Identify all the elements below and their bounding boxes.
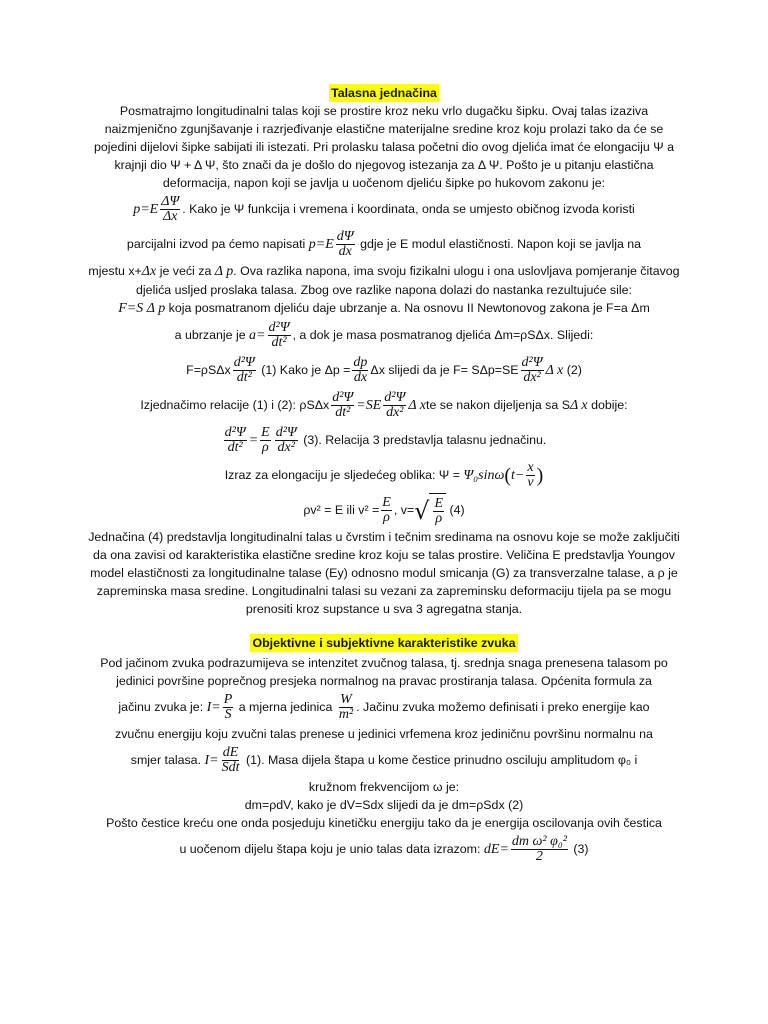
numerator: W: [340, 692, 352, 708]
formula-dx: Δx: [141, 264, 157, 279]
section-heading-sound-characteristics: Objektivne i subjektivne karakteristike zvuka: [252, 636, 516, 651]
text-segment: dobije:: [591, 398, 628, 412]
numerator: ΔΨ: [161, 194, 180, 210]
text-segment: te se nakon dijeljenja sa S: [426, 398, 570, 412]
line-frequency: kružnom frekvencijom ω je:: [308, 780, 460, 795]
denominator: dt²: [335, 405, 351, 421]
numerator: dp: [353, 355, 368, 371]
denominator: dt²: [227, 440, 243, 456]
formula-dx: Δ x: [569, 398, 588, 413]
formula-p: p=E: [133, 202, 159, 217]
line-intensity-formula: [84, 690, 684, 725]
text-segment: gdje je E modul elastičnosti. Napon koji se javlja na: [360, 237, 642, 251]
paragraph-equation-4: Jednačina (4) predstavlja longitudinalni talas u čvrstim i tečnim sredinama na osnovu koje se može zaključiti da ona zavisi od karakteristika elastične sredine kroz koju se talas prostire. Veličina E predstavlja Youngov model elastičnosti za longitudinalne talase (Ey) odnosno modul smicanja (G) za transverzalne talase, a ρ je zapreminska masa sredine. Longitudinalni talasi su vezani za zapreminsku deformaciju tijela pa se mogu prenositi kroz supstance u sva 3 agregatna stanja.: [88, 530, 680, 617]
formula-equals: =: [248, 433, 259, 448]
fraction-e-rho: [433, 497, 444, 526]
denominator: S: [224, 707, 232, 723]
fraction-x-v: [526, 461, 534, 490]
line-force: [84, 299, 684, 318]
text-segment: smjer talasa.: [130, 753, 202, 768]
denominator: dt²: [236, 370, 252, 386]
fraction-d2psi-dx2: [275, 426, 298, 455]
numerator: d²Ψ: [233, 355, 255, 371]
formula-de: dE=: [483, 842, 509, 858]
numerator: dE: [222, 745, 239, 761]
text-segment: u uočenom dijelu štapa koju je unio talas data izrazom:: [179, 842, 481, 857]
numerator: d²Ψ: [224, 425, 246, 441]
denominator: v: [527, 475, 534, 491]
text-segment: , v=: [393, 503, 415, 517]
heading-wrap-1: [84, 84, 684, 102]
line-mass: dm=ρdV, kako je dV=Sdx slijedi da je dm=ρSdx (2): [244, 798, 524, 813]
formula-i: I=: [204, 753, 219, 769]
denominator: dt²: [271, 335, 287, 351]
formula-i: I=: [206, 700, 221, 716]
numerator: d²Ψ: [384, 390, 406, 406]
denominator: Δx: [163, 209, 178, 225]
denominator: ρ: [383, 510, 390, 526]
formula-t: t−: [511, 468, 525, 483]
fraction-dp-dx: [352, 356, 368, 385]
formula-se: =SE: [356, 398, 382, 413]
fraction-d2psi-dx2: [383, 391, 406, 420]
text-segment: F=ρSΔx: [186, 363, 231, 377]
paren-close: ): [536, 464, 544, 487]
formula-dx: Δ x: [408, 398, 426, 413]
denominator: Sdt: [221, 760, 240, 776]
heading-wrap-2: [84, 634, 684, 654]
line-hooke-law: [84, 192, 684, 227]
paragraph-stress-difference: [84, 262, 684, 299]
denominator: dx²: [277, 440, 295, 456]
formula-sin: sinω: [478, 468, 505, 483]
fraction-unit: [338, 693, 354, 722]
line-energy: zvučnu energiju koju zvučni talas prenese u jedinici vrfemena kroz jediničnu površinu normalnu na: [115, 727, 653, 742]
line-elongation: [84, 458, 684, 493]
formula-psi0: Ψ₀: [463, 468, 479, 483]
fraction-energy: [511, 835, 568, 864]
denominator: dx: [353, 370, 368, 386]
formula-dx: Δ x: [545, 363, 564, 378]
section-heading-wave-equation: Talasna jednačina: [331, 86, 437, 100]
text-segment: parcijalni izvod pa ćemo napisati: [126, 237, 306, 251]
text-segment: (2): [566, 363, 582, 377]
numerator: dΨ: [336, 229, 354, 245]
square-root: [414, 493, 446, 528]
paragraph-intro: Posmatrajmo longitudinalni talas koji se prostire kroz neku vrlo dugačku šipku. Ovaj talas izaziva naizmjenično zgunjšavanje i razrjeđivanje elastične materijalne sredine kroz koju prolazi tako da će se pojedini dijelovi šipke sabijati ili istezati. Pri prolasku talasa početni dio ovog djelića imat će elongaciju Ψ a krajnji dio Ψ + Δ Ψ, što znači da je došlo do njegovog istezanja za Δ Ψ. Pošto je u pitanju elastična deformacija, napon koji se javlja u uočenom djeliću šipke po hukovom zakonu je:: [94, 104, 674, 190]
fraction-p-s: [223, 693, 234, 722]
numerator: d²Ψ: [332, 390, 354, 406]
numerator: P: [223, 692, 233, 708]
formula-force: F=S Δ p: [118, 301, 166, 316]
document-page: [84, 84, 684, 867]
line-equate-relations: [84, 388, 684, 423]
denominator: m²: [338, 707, 354, 723]
text-segment: (3): [573, 842, 589, 857]
denominator: dx²: [523, 370, 541, 386]
text-segment: . Kako je Ψ funkcija i vremena i koordinata, onda se umjesto običnog izvoda koristi: [182, 202, 635, 216]
text-segment: a ubrzanje je: [174, 328, 246, 342]
text-segment: Δx slijedi da je F= SΔp=SE: [370, 363, 519, 377]
numerator: d²Ψ: [268, 320, 290, 336]
fraction-dpsi-dx: [336, 230, 355, 259]
text-segment: (1) Kako je Δp =: [261, 363, 351, 377]
denominator: ρ: [435, 511, 443, 527]
formula-dp: Δ p: [214, 264, 234, 279]
numerator: d²Ψ: [275, 425, 297, 441]
fraction-dpsi-dx: [160, 195, 180, 224]
denominator: 2: [535, 849, 543, 865]
text-segment: (1). Masa dijela štapa u kome čestice prinudno osciluju amplitudom φ₀ i: [245, 753, 638, 768]
fraction-d2psi-dt2: [268, 321, 291, 350]
formula-a: a=: [249, 328, 266, 343]
radical-sign: √: [414, 496, 430, 525]
line-energy-formula: [84, 743, 684, 778]
numerator: E: [434, 496, 444, 512]
line-equations-1-2: [84, 353, 684, 388]
line-wave-equation: [84, 423, 684, 458]
paren-open: (: [504, 464, 512, 487]
denominator: dx²: [386, 405, 404, 421]
text-segment: (3). Relacija 3 predstavlja talasnu jednačinu.: [303, 433, 547, 447]
line-partial-derivative: [84, 227, 684, 262]
text-segment: Izjednačimo relacije (1) i (2): ρSΔx: [140, 398, 330, 412]
text-segment: a mjerna jedinica: [238, 700, 333, 715]
fraction-d2psi-dt2: [233, 356, 256, 385]
numerator: E: [382, 495, 391, 511]
line-kinetic: Pošto čestice kreću one onda posjeduju kinetičku energiju tako da je energija oscilovanja ovih čestica: [106, 816, 662, 831]
denominator: dx: [338, 244, 352, 260]
text-segment: koja posmatranom djeliću daje ubrzanje a. Na osnovu II Newtonovog zakona je F=a Δm: [168, 301, 650, 315]
numerator: E: [261, 425, 270, 441]
fraction-e-rho: [381, 496, 392, 525]
text-segment: je veći za: [159, 264, 212, 278]
formula-p: p=E: [308, 237, 334, 252]
fraction-d2psi-dt2: [224, 426, 247, 455]
text-segment: jačinu zvuka je:: [118, 700, 204, 715]
fraction-e-rho: [260, 426, 271, 455]
text-segment: Izraz za elongaciju je sljedećeg oblika: Ψ =: [224, 468, 460, 482]
numerator: d²Ψ: [521, 355, 543, 371]
numerator: dm ω² φ₀²: [511, 834, 567, 850]
numerator: x: [527, 460, 534, 476]
text-segment: , a dok je masa posmatranog djelića Δm=ρSΔx. Slijedi:: [292, 328, 594, 342]
fraction-d2psi-dt2: [331, 391, 354, 420]
text-segment: mjestu x+: [88, 264, 142, 278]
text-segment: . Ova razlika napona, ima svoju fizikalni ulogu i ona uslovljava pomjeranje čitavog djelića usljed proslaka talasa. Zbog ove razlike napona dolazi do nastanka rezultujuće sile:: [136, 264, 680, 297]
paragraph-intensity: Pod jačinom zvuka podrazumijeva se intenzitet zvučnog talasa, tj. srednja snaga prenesena talasom po jedinici površine poprečnog presjeka normalnog na pravac prostiranja talasa. Općenita formula za: [100, 656, 668, 689]
denominator: ρ: [262, 440, 269, 456]
text-segment: ρv² = E ili v² =: [303, 503, 380, 517]
line-acceleration: [84, 318, 684, 353]
fraction-d2psi-dx2: [521, 356, 544, 385]
line-energy-expression: [84, 832, 684, 867]
text-segment: (4): [449, 503, 465, 517]
line-velocity: [84, 493, 684, 528]
fraction-de-sdt: [221, 746, 241, 775]
text-segment: . Jačinu zvuka možemo definisati i preko energije kao: [356, 700, 650, 715]
